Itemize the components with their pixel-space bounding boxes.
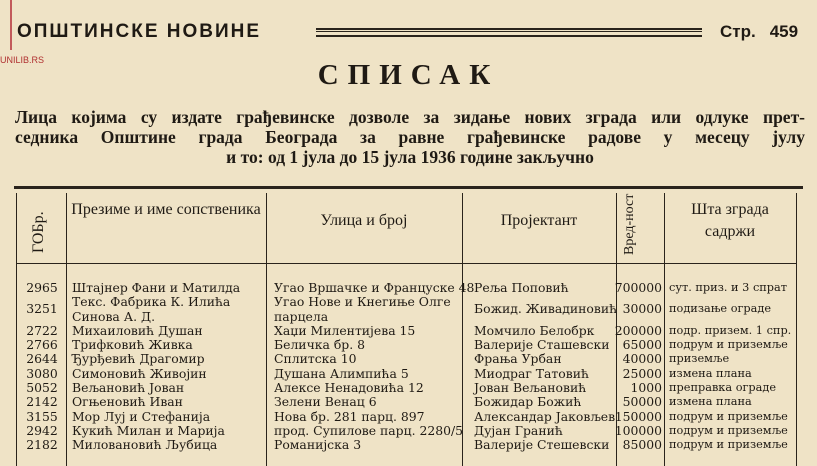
header-contents: Шта зграда садржи	[691, 201, 769, 240]
cell-num: 2182	[26, 437, 58, 453]
cell-contents: подрум и приземље	[669, 438, 788, 452]
cell-num: 3155	[26, 408, 58, 424]
cell-owner: Огњеновић Иван	[72, 394, 183, 410]
cell-num: 2766	[26, 337, 58, 353]
table-body	[16, 281, 797, 453]
cell-owner: Миловановић Љубица	[72, 437, 218, 453]
table-row	[16, 281, 797, 295]
library-stamp-edge	[0, 0, 12, 50]
cell-value: 25000	[622, 365, 662, 381]
table-row	[16, 352, 797, 366]
subtitle-line-2: седника Општине града Београда за равне грађевинске радове у месецу јулу	[15, 127, 805, 147]
cell-designer: Валерије Сташевски	[474, 337, 610, 353]
cell-num: 5052	[26, 380, 58, 396]
cell-owner: Симоновић Живојин	[72, 365, 207, 381]
cell-owner: Михаиловић Душан	[72, 322, 203, 338]
cell-contents: подрум и приземље	[669, 423, 788, 437]
cell-value: 200000	[614, 322, 662, 338]
cell-num: 2142	[26, 394, 58, 410]
cell-street: Зелени Венац 6	[274, 394, 377, 410]
cell-owner: Вељановић Јован	[72, 380, 185, 396]
cell-street: Нова бр. 281 парц. 897	[274, 408, 425, 424]
cell-street: прод. Супилове парц. 2280/5	[274, 422, 464, 438]
header-num: ГОБр.	[30, 211, 47, 253]
cell-value: 30000	[622, 301, 662, 317]
cell-contents: измена плана	[669, 395, 752, 409]
cell-designer: Миодраг Татовић	[474, 365, 589, 381]
page-number: 459	[769, 22, 799, 41]
table-row	[16, 438, 797, 452]
subtitle-rule	[14, 186, 803, 189]
cell-contents: подр. призем. 1 спр.	[669, 323, 792, 337]
cell-value: 100000	[614, 422, 662, 438]
header-divider	[16, 263, 797, 264]
cell-contents: измена плана	[669, 366, 752, 380]
cell-num: 3251	[26, 301, 58, 317]
cell-value: 40000	[622, 351, 662, 367]
cell-contents: преправка ограде	[669, 381, 777, 395]
cell-street: Хаџи Милентијева 15	[274, 322, 416, 338]
cell-num: 3080	[26, 365, 58, 381]
cell-designer: Божидар Божић	[474, 394, 582, 410]
list-title: СПИСАК	[317, 59, 500, 91]
cell-street: Душана Алимпића 5	[274, 365, 409, 381]
table-row	[16, 424, 797, 438]
publication-title: ОПШТИНСКЕ НОВИНЕ	[17, 21, 262, 42]
cell-value: 50000	[622, 394, 662, 410]
page-label: Стр.	[720, 22, 756, 41]
cell-street: Романијска 3	[274, 437, 362, 453]
cell-contents: сут. приз. и 3 спрат	[669, 281, 788, 294]
table-row	[16, 367, 797, 381]
table-row	[16, 410, 797, 424]
cell-value: 65000	[622, 337, 662, 353]
cell-owner: Трифковић Живка	[72, 337, 193, 353]
cell-contents: подизање ограде	[669, 302, 772, 316]
header-street: Улица и број	[320, 212, 408, 229]
cell-contents: подрум и приземље	[669, 409, 788, 423]
table-row	[16, 381, 797, 395]
cell-num: 2644	[26, 351, 58, 367]
cell-designer: Дујан Гранић	[474, 422, 563, 438]
cell-value: 85000	[622, 437, 662, 453]
cell-contents: подрум и приземље	[669, 338, 788, 352]
header-value: Вред-ност	[622, 193, 637, 255]
cell-street: Алексе Ненадовића 12	[274, 380, 424, 396]
list-subtitle	[15, 107, 805, 167]
cell-owner: Текс. Фабрика К. Илића Синова А. Д.	[72, 294, 231, 324]
cell-street: Угао Вршачке и Француске 48	[274, 280, 475, 295]
cell-num: 2722	[26, 322, 58, 338]
cell-street: Беличка бр. 8	[274, 337, 365, 353]
cell-designer: Валерије Стешевски	[474, 437, 610, 453]
permits-table	[16, 193, 797, 466]
table-row	[16, 338, 797, 352]
library-stamp: UNILIB.RS	[0, 55, 45, 65]
header-designer: Пројектант	[500, 212, 578, 229]
cell-value: 1000	[630, 380, 662, 396]
table-row	[16, 295, 797, 324]
cell-designer: Фрања Урбан	[474, 351, 562, 367]
header-owner: Презиме и име сопственика	[71, 201, 261, 218]
cell-street: Угао Нове и Кнегиње Олге парцела	[274, 294, 451, 324]
cell-designer: Реља Поповић	[474, 280, 569, 295]
cell-value: 700000	[614, 280, 662, 295]
cell-street: Сплитска 10	[274, 351, 357, 367]
table-row	[16, 395, 797, 409]
cell-owner: Штајнер Фани и Матилда	[72, 280, 241, 295]
subtitle-line-1: Лица којима су издате грађевинске дозволе за зидање нових зграда или одлуке прет-	[15, 107, 805, 127]
header-rule	[316, 28, 702, 37]
cell-designer: Божид. Живадиновић	[474, 301, 618, 317]
cell-owner: Кукић Милан и Марија	[72, 422, 225, 438]
page-indicator	[720, 22, 798, 42]
cell-num: 2942	[26, 422, 58, 438]
table-row	[16, 324, 797, 338]
cell-designer: Александар Јаковљев	[474, 408, 616, 424]
cell-value: 150000	[614, 408, 662, 424]
cell-designer: Момчило Белобрк	[474, 322, 595, 338]
cell-num: 2965	[26, 280, 58, 295]
cell-owner: Мор Луј и Стефанија	[72, 408, 211, 424]
cell-owner: Ђурђевић Драгомир	[72, 351, 205, 367]
cell-contents: приземље	[669, 352, 730, 366]
subtitle-line-3: и то: од 1 јула до 15 јула 1936 године закључно	[226, 147, 594, 167]
cell-designer: Јован Вељановић	[474, 380, 587, 396]
